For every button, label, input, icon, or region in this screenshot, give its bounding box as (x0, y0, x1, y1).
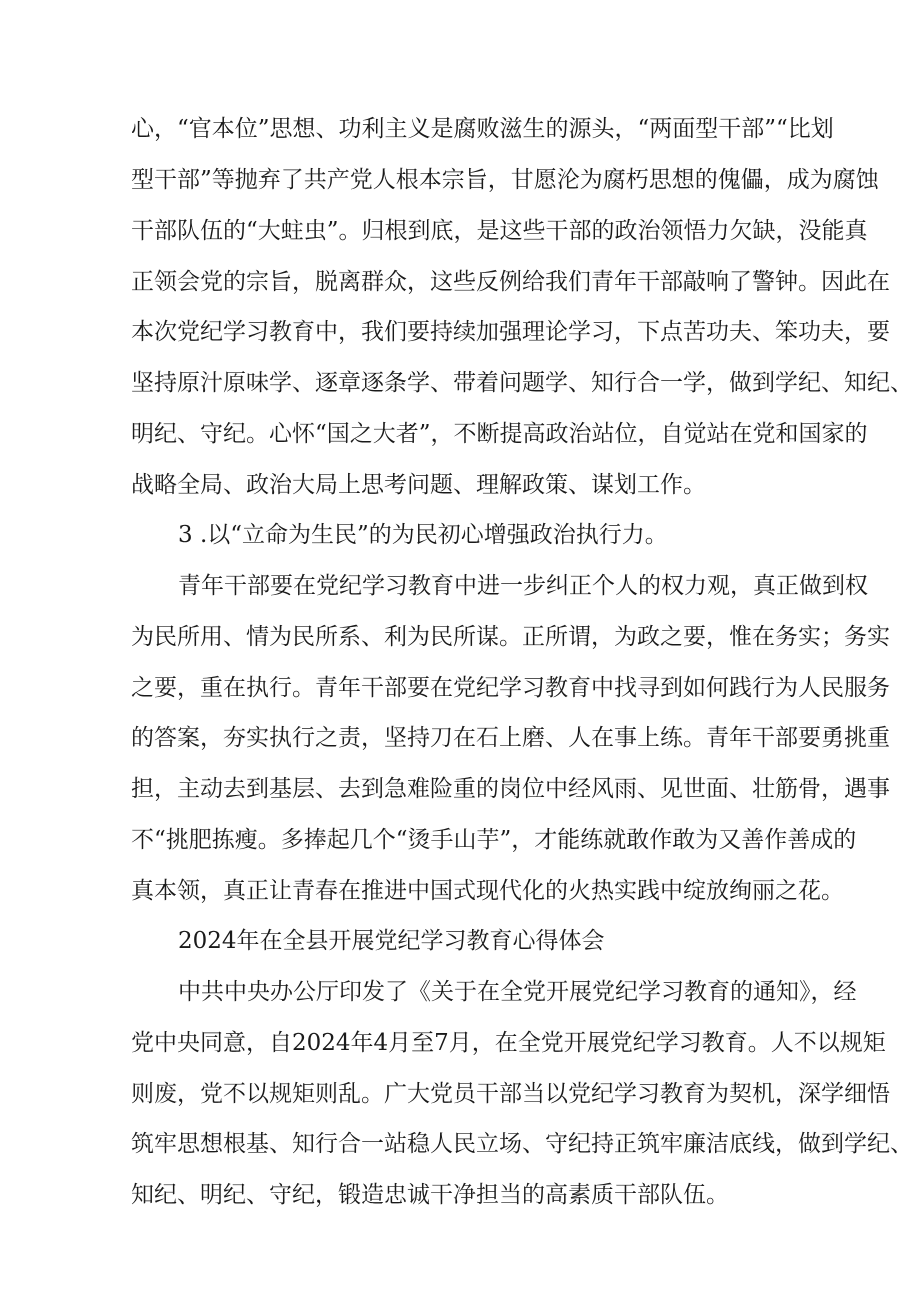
paragraph-line: 知纪、明纪、守纪，锻造忠诚干净担当的高素质干部队伍。 (131, 1182, 729, 1208)
paragraph-line: 担，主动去到基层、去到急难险重的岗位中经风雨、见世面、壮筋骨，遇事 (131, 776, 890, 802)
paragraph-line: 本次党纪学习教育中，我们要持续加强理论学习，下点苦功夫、笨功夫，要 (131, 319, 890, 345)
paragraph-line: 则废，党不以规矩则乱。广大党员干部当以党纪学习教育为契机，深学细悟 (131, 1081, 890, 1107)
paragraph-line: 明纪、守纪。心怀“国之大者”，不断提高政治站位，自觉站在党和国家的 (131, 421, 868, 447)
paragraph-line: 战略全局、政治大局上思考问题、理解政策、谋划工作。 (131, 472, 706, 498)
paragraph-line: 为民所用、情为民所系、利为民所谋。正所谓，为政之要，惟在务实；务实 (131, 624, 890, 650)
paragraph-line: 之要，重在执行。青年干部要在党纪学习教育中找寻到如何践行为人民服务 (131, 675, 890, 701)
paragraph-line: 党中央同意，自2024年4月至7月，在全党开展党纪学习教育。人不以规矩 (131, 1030, 886, 1056)
paragraph-line: 正领会党的宗旨，脱离群众，这些反例给我们青年干部敲响了警钟。因此在 (131, 269, 890, 295)
paragraph-line: 型干部”等抛弃了共产党人根本宗旨，甘愿沦为腐朽思想的傀儡，成为腐蚀 (131, 167, 879, 193)
paragraph-line: 的答案，夯实执行之责，坚持刀在石上磨、人在事上练。青年干部要勇挑重 (131, 725, 890, 751)
paragraph-line: 心，“官本位”思想、功利主义是腐败滋生的源头，“两面型干部”“比划 (131, 116, 834, 142)
paragraph-line: 中共中央办公厅印发了《关于在全党开展党纪学习教育的通知》，经 (178, 979, 857, 1005)
paragraph-line: 干部队伍的“大蛀虫”。归根到底，是这些干部的政治领悟力欠缺，没能真 (131, 218, 868, 244)
paragraph-line: 真本领，真正让青春在推进中国式现代化的火热实践中绽放绚丽之花。 (131, 878, 844, 904)
paragraph-line: 筑牢思想根基、知行合一站稳人民立场、守纪持正筑牢廉洁底线，做到学纪、 (131, 1131, 913, 1157)
paragraph-line: 青年干部要在党纪学习教育中进一步纠正个人的权力观，真正做到权 (178, 573, 868, 599)
section-heading: 3 .以“立命为生民”的为民初心增强政治执行力。 (178, 522, 668, 548)
article-title: 2024年在全县开展党纪学习教育心得体会 (178, 928, 605, 954)
paragraph-line: 不“挑肥拣瘦。多捧起几个“烫手山芋”，才能练就敢作敢为又善作善成的 (131, 827, 857, 853)
paragraph-line: 坚持原汁原味学、逐章逐条学、带着问题学、知行合一学，做到学纪、知纪、 (131, 370, 913, 396)
